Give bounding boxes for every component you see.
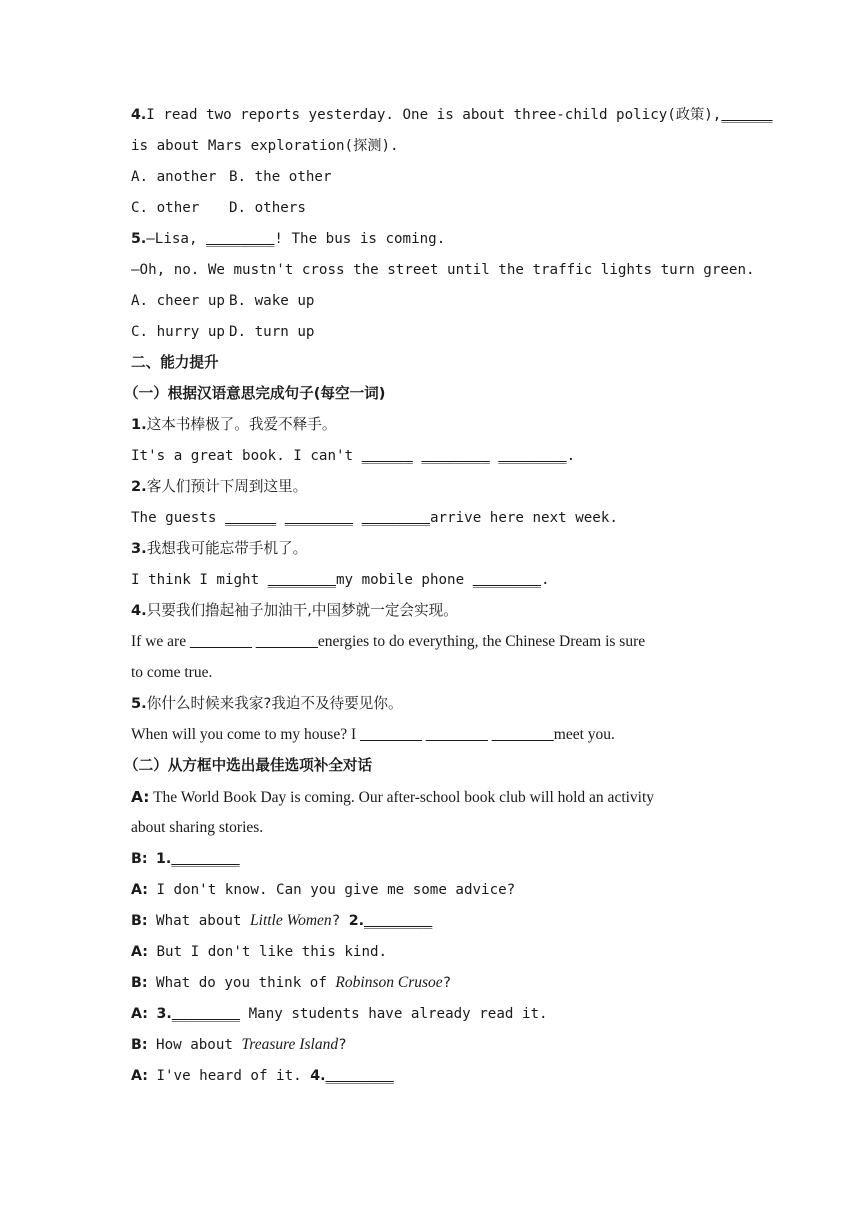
- q4-option-d[interactable]: D. others: [229, 200, 306, 216]
- subsection-heading-dialogue: （二）从方框中选出最佳选项补全对话: [124, 757, 373, 774]
- translate-item-4-chinese: [131, 598, 740, 624]
- dialogue-blank-1[interactable]: ________: [171, 851, 240, 867]
- book-title-treasure-island: Treasure Island: [241, 1036, 339, 1053]
- translate-item-5-en-end: meet you.: [553, 726, 615, 743]
- q4-option-b[interactable]: B. the other: [229, 169, 332, 185]
- q4-stem-line1: [131, 102, 773, 128]
- translate-item-4-number: 4.: [131, 602, 147, 619]
- q4-stem-text: I read two reports yesterday. One is about three-child policy(政策),: [146, 107, 722, 123]
- translate-item-1-english: [131, 443, 740, 469]
- translate-item-4-en-text: If we are: [131, 633, 190, 650]
- translate-item-2-blank-1[interactable]: ______: [224, 510, 277, 526]
- dialogue-line-1-cont: about sharing stories.: [131, 819, 264, 836]
- dialogue-speaker: A:: [131, 788, 150, 806]
- dialogue-blank-number: 4.: [310, 1068, 326, 1084]
- translate-item-5-number: 5.: [131, 695, 147, 712]
- translate-item-3-cn-text: 我想我可能忘带手机了。: [146, 540, 308, 557]
- dialogue-blank-2[interactable]: ________: [364, 913, 433, 929]
- translate-item-5-blank-2[interactable]: ________: [425, 726, 488, 743]
- dialogue-speaker: A:: [131, 1006, 148, 1022]
- q5-stem-after: ! The bus is coming.: [274, 231, 446, 247]
- dialogue-line-8: [131, 1032, 740, 1058]
- dialogue-line-5: [131, 939, 740, 965]
- translate-item-4-blank-2[interactable]: ________: [255, 633, 318, 650]
- dialogue-text: But I don't like this kind.: [156, 944, 388, 960]
- dialogue-text: What about: [156, 913, 251, 929]
- q4-number: 4.: [131, 107, 147, 123]
- translate-item-3-number: 3.: [131, 540, 147, 557]
- translate-item-1-en-text: It's a great book. I can't: [131, 448, 362, 464]
- q4-options-row1: [131, 164, 740, 190]
- q5-options-row2: [131, 319, 740, 345]
- translate-item-3-blank-1[interactable]: ________: [267, 572, 337, 588]
- dialogue-text: I've heard of it.: [156, 1068, 311, 1084]
- dialogue-text: ?: [331, 913, 349, 929]
- translate-item-3-chinese: [131, 536, 740, 562]
- dialogue-speaker: B:: [131, 975, 148, 991]
- q5-option-b[interactable]: B. wake up: [229, 293, 315, 309]
- translate-item-4-cn-text: 只要我们撸起袖子加油干,中国梦就一定会实现。: [146, 602, 458, 619]
- dialogue-line-2: [131, 846, 740, 872]
- dialogue-text: ?: [442, 975, 452, 991]
- dialogue-speaker: A:: [131, 1068, 148, 1084]
- translate-item-3-en-end: .: [541, 572, 550, 588]
- translate-item-1-blank-1[interactable]: ______: [361, 448, 413, 464]
- translate-item-5-cn-text: 你什么时候来我家?我迫不及待要见你。: [146, 695, 403, 712]
- q5-stem-text: —Lisa,: [146, 231, 207, 247]
- dialogue-blank-number: 3.: [156, 1006, 172, 1022]
- translate-item-5-english: [131, 722, 740, 748]
- dialogue-speaker: B:: [131, 1037, 148, 1053]
- dialogue-blank-number: 1.: [156, 851, 172, 867]
- translate-item-3-blank-2[interactable]: ________: [472, 572, 542, 588]
- dialogue-text: What do you think of: [156, 975, 336, 991]
- q5-option-a[interactable]: A. cheer up: [131, 293, 225, 309]
- translate-item-1-blank-3[interactable]: ________: [498, 448, 567, 464]
- translate-item-2-blank-2[interactable]: ________: [284, 510, 354, 526]
- subsection-heading-translate: （一）根据汉语意思完成句子(每空一词): [124, 385, 386, 402]
- translate-item-1-number: 1.: [131, 416, 147, 433]
- dialogue-blank-number: 2.: [348, 913, 365, 929]
- dialogue-line-1: [131, 784, 740, 810]
- q4-options-row2: [131, 195, 740, 221]
- translate-item-5-chinese: [131, 691, 740, 717]
- q5-stem-line2: —Oh, no. We mustn't cross the street until the traffic lights turn green.: [131, 262, 755, 278]
- dialogue-text: ?: [338, 1037, 347, 1053]
- translate-item-3-english: [131, 567, 740, 593]
- translate-item-5-en-text: When will you come to my house? I: [131, 726, 361, 743]
- translate-item-1-en-end: .: [566, 448, 576, 464]
- dialogue-text: I don't know. Can you give me some advice?: [156, 882, 516, 898]
- translate-item-1-chinese: [131, 412, 740, 438]
- q4-option-a[interactable]: A. another: [131, 169, 217, 185]
- translate-item-2-blank-3[interactable]: ________: [361, 510, 430, 526]
- q5-options-row1: [131, 288, 740, 314]
- translate-item-2-en-text: The guests: [131, 510, 225, 526]
- translate-item-2-chinese: [131, 474, 740, 500]
- q5-blank[interactable]: ________: [206, 231, 275, 247]
- translate-item-4-blank-1[interactable]: ________: [189, 633, 252, 650]
- dialogue-text: Many students have already read it.: [240, 1006, 548, 1022]
- translate-item-3-en-mid: my mobile phone: [336, 572, 473, 588]
- dialogue-speaker: A:: [131, 944, 148, 960]
- translate-item-5-blank-1[interactable]: ________: [360, 726, 423, 743]
- dialogue-line-6: [131, 970, 740, 996]
- q5-stem-line1: [131, 226, 740, 252]
- q5-option-c[interactable]: C. hurry up: [131, 324, 225, 340]
- translate-item-5-blank-3[interactable]: ________: [491, 726, 554, 743]
- section-heading-ability: 二、能力提升: [131, 354, 219, 371]
- book-title-robinson-crusoe: Robinson Crusoe: [335, 974, 443, 991]
- dialogue-blank-4[interactable]: ________: [325, 1068, 394, 1084]
- translate-item-4-en-end: energies to do everything, the Chinese Dream is sure: [317, 633, 646, 650]
- dialogue-speaker: B:: [131, 851, 148, 867]
- translate-item-4-english: [131, 629, 740, 655]
- translate-item-1-cn-text: 这本书棒极了。我爱不释手。: [146, 416, 337, 433]
- dialogue-speaker: B:: [131, 913, 148, 929]
- dialogue-text: The World Book Day is coming. Our after-school book club will hold an activity: [153, 789, 655, 806]
- translate-item-1-blank-2[interactable]: ________: [421, 448, 490, 464]
- translate-item-2-english: [131, 505, 740, 531]
- q5-number: 5.: [131, 231, 147, 247]
- dialogue-speaker: A:: [131, 882, 148, 898]
- translate-item-2-number: 2.: [131, 478, 147, 495]
- translate-item-3-en-text: I think I might: [131, 572, 268, 588]
- dialogue-line-9: [131, 1063, 740, 1089]
- translate-item-2-en-end: arrive here next week.: [430, 510, 618, 526]
- dialogue-blank-3[interactable]: ________: [171, 1006, 241, 1022]
- dialogue-line-4: [131, 908, 740, 934]
- book-title-little-women: Little Women: [250, 912, 332, 929]
- q4-option-c[interactable]: C. other: [131, 200, 200, 216]
- q5-option-d[interactable]: D. turn up: [229, 324, 315, 340]
- q4-blank[interactable]: ______: [721, 107, 773, 123]
- dialogue-text: How about: [156, 1037, 242, 1053]
- q4-stem-line2: is about Mars exploration(探测).: [131, 138, 399, 154]
- translate-item-4-english-cont: to come true.: [131, 664, 213, 681]
- translate-item-2-cn-text: 客人们预计下周到这里。: [146, 478, 308, 495]
- dialogue-line-3: [131, 877, 740, 903]
- dialogue-line-7: [131, 1001, 740, 1027]
